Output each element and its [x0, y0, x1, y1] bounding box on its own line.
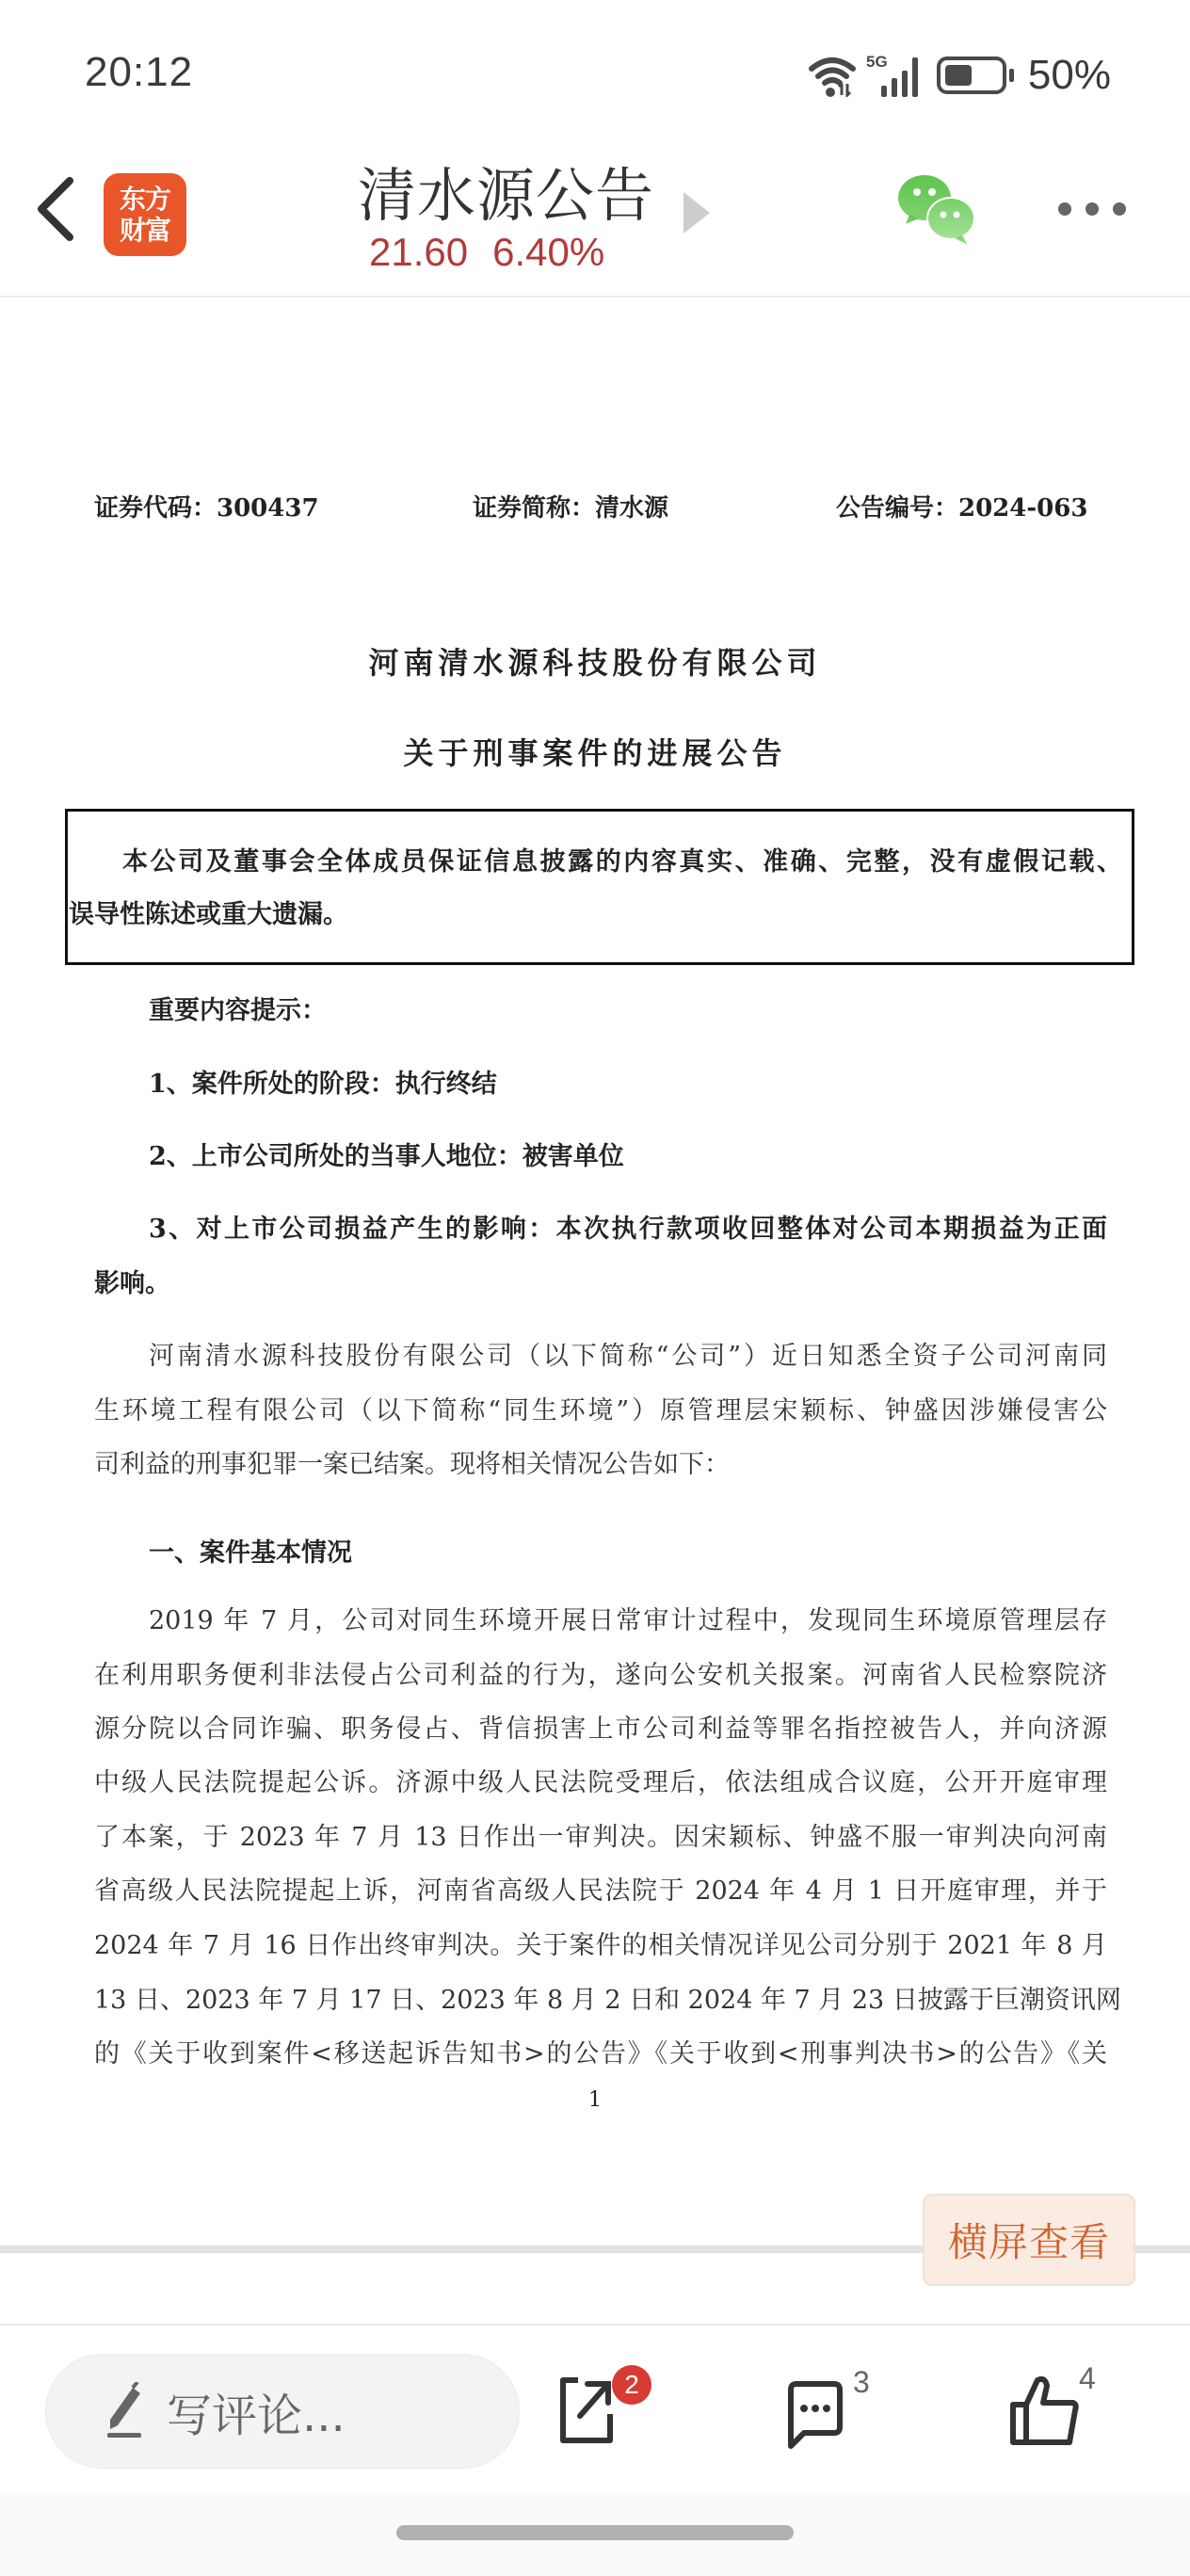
highlight-item-3-line-2: 影响。 [94, 1269, 170, 1298]
page-number: 1 [588, 2088, 602, 2112]
app-header [0, 132, 1190, 298]
app-logo[interactable] [104, 173, 186, 256]
network-type-label: 5G [865, 53, 888, 71]
battery-percent: 50% [1027, 52, 1111, 98]
wechat-icon[interactable] [896, 171, 979, 249]
status-time: 20:12 [85, 49, 194, 95]
highlight-item-2: 2、上市公司所处的当事人地位：被害单位 [149, 1142, 624, 1171]
wifi-icon [806, 54, 859, 97]
section-heading: 一、案件基本情况 [149, 1538, 352, 1568]
section-line: 源分院以合同诈骗、职务侵占、背信损害上市公司利益等罪名指控被告人，并向济源 [94, 1715, 1107, 1744]
home-indicator[interactable] [396, 2525, 794, 2540]
logo-text-line1: 东方 [119, 184, 170, 215]
section-line: 中级人民法院提起公诉。济源中级人民法院受理后，依法组成合议庭，公开开庭审理 [94, 1768, 1107, 1797]
announcement-document [0, 299, 1190, 2239]
like-count: 4 [1079, 2361, 1096, 2395]
section-line: 在利用职务便利非法侵占公司利益的行为，遂向公安机关报案。河南省人民检察院济 [94, 1661, 1107, 1690]
share-badge: 2 [612, 2365, 651, 2405]
security-name: 证券简称：清水源 [473, 494, 669, 523]
pencil-icon [106, 2382, 144, 2440]
comment-placeholder: 写评论... [167, 2389, 346, 2442]
highlight-item-1: 1、案件所处的阶段：执行终结 [149, 1070, 497, 1099]
landscape-view-button[interactable]: 横屏查看 [923, 2194, 1135, 2286]
chevron-left-icon[interactable] [28, 169, 85, 249]
logo-text-line2: 财富 [119, 215, 170, 246]
section-line: 省高级人民法院提起上诉，河南省高级人民法院于 2024 年 4 月 1 日开庭审理，并于 [94, 1876, 1107, 1906]
highlight-item-3-line-1: 3、对上市公司损益产生的影响：本次执行款项收回整体对公司本期损益为正面 [149, 1215, 1107, 1244]
more-dots-icon[interactable] [1058, 200, 1126, 218]
section-line: 2019 年 7 月，公司对同生环境开展日常审计过程中，发现同生环境原管理层存 [149, 1606, 1107, 1635]
announcement-number: 公告编号：2024-063 [836, 494, 1088, 523]
section-line: 13 日、2023 年 7 月 17 日、2023 年 8 月 2 日和 2024 年 7 月 23 日披露于巨潮资讯网 [94, 1986, 1121, 2015]
bottom-action-bar [0, 2324, 1190, 2493]
section-line: 了本案，于 2023 年 7 月 13 日作出一审判决。因宋颖标、钟盛不服一审判决向河南 [94, 1823, 1107, 1852]
intro-line: 河南清水源科技股份有限公司（以下简称“公司”）近日知悉全资子公司河南同 [149, 1342, 1107, 1371]
status-icons [806, 49, 1111, 102]
share-icon[interactable] [559, 2376, 616, 2444]
battery-icon [936, 55, 1017, 96]
highlights-heading: 重要内容提示： [149, 996, 327, 1025]
security-code: 证券代码：300437 [94, 494, 319, 523]
thumbs-up-icon[interactable] [1013, 2379, 1076, 2442]
triangle-right-icon[interactable] [683, 192, 710, 233]
page-title: 清水源公告 [358, 161, 655, 230]
section-line: 2024 年 7 月 16 日作出终审判决。关于案件的相关情况详见公司分别于 2021 年 8 月 [94, 1931, 1107, 1960]
disclaimer-line-2: 误导性陈述或重大遗漏。 [69, 900, 348, 929]
intro-line: 生环境工程有限公司（以下简称“同生环境”）原管理层宋颖标、钟盛因涉嫌侵害公 [94, 1396, 1107, 1425]
comment-count: 3 [853, 2365, 870, 2399]
comment-input[interactable] [45, 2354, 520, 2469]
announcement-title: 关于刑事案件的进展公告 [403, 735, 787, 771]
disclaimer-line-1: 本公司及董事会全体成员保证信息披露的内容真实、准确、完整，没有虚假记载、 [122, 847, 1122, 877]
disclaimer-box [65, 809, 1134, 965]
stock-price: 21.60 [369, 230, 469, 274]
comment-icon[interactable] [791, 2384, 840, 2446]
stock-change-pct: 6.40% [492, 230, 605, 274]
intro-line: 司利益的刑事犯罪一案已结案。现将相关情况公告如下： [94, 1450, 730, 1479]
section-line: 的《关于收到案件<移送起诉告知书>的公告》《关于收到<刑事判决书>的公告》《关 [94, 2039, 1107, 2069]
company-name: 河南清水源科技股份有限公司 [368, 645, 822, 681]
signal-icon [866, 52, 928, 99]
stock-quote [369, 230, 604, 275]
